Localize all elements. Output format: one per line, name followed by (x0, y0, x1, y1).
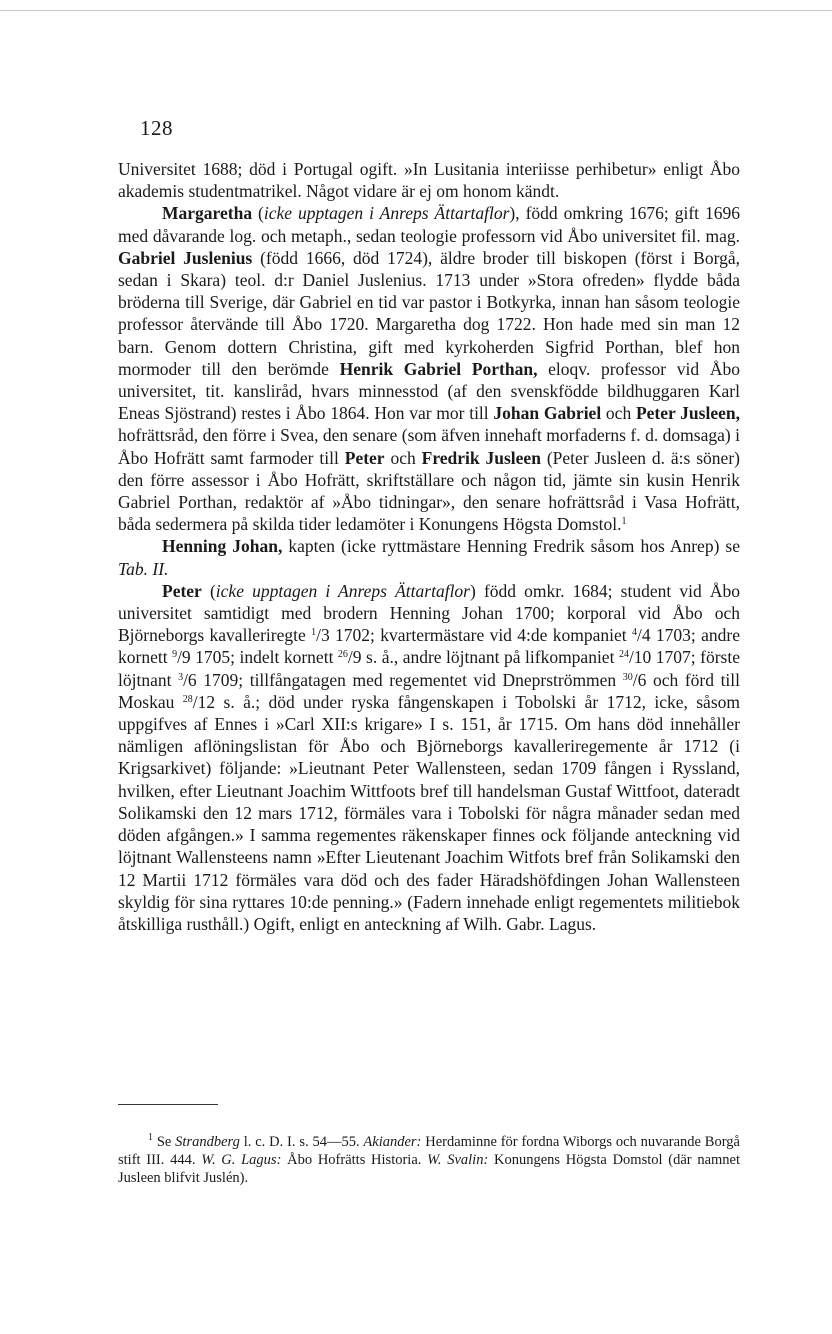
page-number: 128 (140, 116, 173, 140)
top-rule (0, 10, 832, 11)
text-run: ( (252, 203, 264, 224)
paragraph-henning-johan (118, 535, 740, 579)
text-run: /6 och förd till Moskau (118, 669, 741, 712)
paragraph-margaretha (118, 202, 740, 535)
text-run: ( (201, 580, 216, 601)
text-run: /4 1703; andre kornett (118, 625, 740, 668)
text-run: l. c. D. I. s. 54—55. (239, 1134, 364, 1150)
italic-text: Akiander: (363, 1134, 422, 1150)
text-run: /9 s. å., andre löjtnant på lifkompaniet (347, 647, 619, 668)
text-run: Herdaminne för fordna Wiborgs och nuvarande Borgå stift III. 444. (118, 1134, 740, 1168)
superscript: 1 (621, 516, 627, 528)
text-run: /12 s. å.; död under ryska fångenskapen i Tobolski år 1712, icke, såsom uppgifves af Ennes i »Carl XII:s krigare» I s. 151, år 1715. Om hans död innehåller nämligen aflöningslistan för Åbo och Björneborgs kavalleriregemente år 1712 (i Krigsarkivet) följande: »Lieutnant Peter Wallensteen, sedan 1709 fången i Ryssland, hvilken, efter Lieutnant Joachim Wittfoots bref till handelsman Gustaf Wittfoot, dateradt Solikamski den 12 mars 1712, förmäles vara i Tobolski för några månader sedan med döden afgången.» I samma regementes räkenskaper finnes ock följande anteckning vid löjtnant Wallensteens namn »Efter Lieutenant Joachim Witfots bref från Solikamski den 12 Martii 1712 förmäles vara död och des fader Häradshöfdingen Johan Wallensteen skyldig för sina ryttares 10:de penning.» (Fadern innehade enligt regementets militiebok åtskilliga rusthåll.) Ogift, enligt en anteckning af Wilh. Gabr. Lagus. (118, 691, 740, 934)
superscript: 1 (148, 1132, 153, 1143)
text-run: ), född omkring 1676; gift 1696 med dåvarande log. och metaph., sedan teologie professorn vid Åbo universitet fil. mag. (118, 203, 741, 246)
text-run: kapten (icke ryttmästare Henning Fredrik såsom hos Anrep) se (282, 536, 741, 557)
text-run: /10 1707; förste löjtnant (118, 647, 740, 690)
text-run: (född 1666, död 1724), äldre broder till biskopen (först i Borgå, sedan i Skara) teol. d:r Daniel Juslenius. 1713 under »Stora ofreden» flydde båda bröderna till Sverige, där Gabriel en tid var pastor i Botkyrka, innan han såsom teologie professor återvände till Åbo 1720. Margaretha dog 1722. Hon hade med sin man 12 barn. Genom dottern Christina, gift med kyrkoherden Sigfrid Porthan, blef hon mormoder till den berömde (118, 247, 740, 379)
name-bold: Henrik Gabriel Porthan, (339, 358, 538, 379)
italic-text: icke upptagen i Anreps Ättartaflor (263, 203, 510, 224)
text-run: Konungens Högsta Domstol (där namnet Jusleen blifvit Juslén). (118, 1152, 740, 1186)
name-bold: Peter (344, 447, 385, 468)
superscript: 28 (182, 693, 193, 705)
paragraph-continuation (118, 158, 740, 202)
superscript: 30 (622, 671, 633, 683)
text-run: /3 1702; kvartermästare vid 4:de kompaniet (316, 625, 632, 646)
superscript: 9 (172, 649, 178, 661)
footnote-rule (118, 1104, 218, 1105)
name-bold: Johan Gabriel (493, 403, 602, 424)
italic-text: Tab. II. (118, 558, 169, 579)
text-run: eloqv. professor vid Åbo universitet, tit. kansliråd, hvars minnesstod (af den svenskfödde bildhuggaren Karl Eneas Sjöstrand) restes i Åbo 1864. Hon var mor till (118, 358, 740, 424)
superscript: 1 (311, 627, 317, 639)
text-run: och (384, 447, 422, 468)
text-run: hofrättsråd, den förre i Svea, den senare (som äfven innehaft morfaderns f. d. domsaga) i Åbo Hofrätt samt farmoder till (118, 425, 740, 468)
paragraph-peter (118, 580, 740, 935)
italic-text: W. G. Lagus: (201, 1152, 282, 1168)
name-bold: Peter Jusleen, (635, 403, 740, 424)
text-run: Åbo Hofrätts Historia. (281, 1152, 428, 1168)
text-run: ) född omkr. 1684; student vid Åbo universitet samtidigt med brodern Henning Johan 1700; korporal vid Åbo och Björneborgs kavalleriregte (118, 580, 741, 646)
text-run: Se (153, 1134, 176, 1150)
italic-text: Strandberg (175, 1134, 240, 1150)
name-bold: Gabriel Juslenius (118, 247, 253, 268)
text-run: /6 1709; tillfångatagen med regementet vid Dneprströmmen (183, 669, 623, 690)
italic-text: W. Svalin: (427, 1152, 489, 1168)
footnote-1 (118, 1133, 740, 1187)
name-bold: Margaretha (162, 203, 253, 224)
superscript: 26 (337, 649, 348, 661)
superscript: 3 (178, 671, 184, 683)
name-bold: Henning Johan, (162, 536, 283, 557)
main-text (118, 158, 740, 935)
superscript: 4 (631, 627, 637, 639)
footnote-block (118, 1133, 740, 1187)
text-run: och (601, 403, 636, 424)
superscript: 24 (618, 649, 629, 661)
italic-text: icke upptagen i Anreps Ättartaflor (215, 580, 470, 601)
text-run: /9 1705; indelt kornett (177, 647, 338, 668)
name-bold: Peter (162, 580, 202, 601)
text-run: Universitet 1688; död i Portugal ogift. »In Lusitania interiisse perhibetur» enligt Åbo akademis studentmatrikel. Något vidare är ej om honom kändt. (118, 159, 740, 202)
name-bold: Fredrik Jusleen (421, 447, 541, 468)
text-run: (Peter Jusleen d. ä:s söner) den förre assessor i Åbo Hofrätt, skriftställare och någon tid, jämte sin kusin Henrik Gabriel Porthan, redaktör af »Åbo tidningar», den senare hofrättsråd i Vasa Hofrätt, båda sedermera på skilda tider ledamöter i Konungens Högsta Domstol. (118, 447, 740, 535)
